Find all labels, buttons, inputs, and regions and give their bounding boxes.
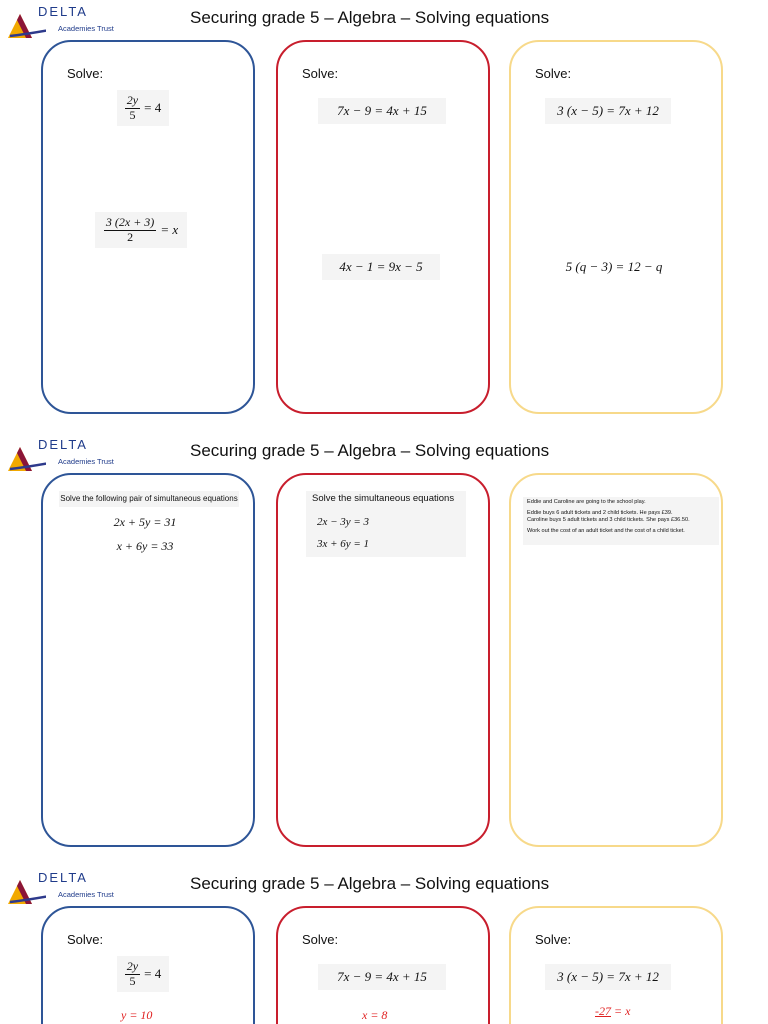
fraction-numerator: 3 (2x + 3): [105, 214, 155, 229]
equation-2x3y: 2x − 3y = 3: [316, 516, 370, 528]
solve-label: Solve:: [302, 66, 339, 81]
logo-name: DELTA: [38, 4, 88, 19]
question-card-blue: [41, 473, 255, 847]
equation-5-q3: 5 (q − 3) = 12 − q: [565, 259, 663, 274]
logo-subtitle: Academies Trust: [58, 890, 114, 899]
answer-rest: = x: [614, 1004, 631, 1018]
solve-label: Solve:: [535, 932, 572, 947]
problem-line-4: Work out the cost of an adult ticket and the cost of a child ticket.: [527, 527, 685, 534]
solve-label: Solve:: [67, 66, 104, 81]
worksheet-page-1: [0, 0, 768, 432]
logo-name: DELTA: [38, 437, 88, 452]
solve-label: Solve:: [535, 66, 572, 81]
equation-4x: 4x − 1 = 9x − 5: [322, 254, 440, 280]
worksheet-page-3: [0, 866, 768, 1024]
fraction-denominator: 5: [129, 973, 136, 988]
question-card-red: [276, 40, 490, 414]
equation-fraction-2y: [117, 90, 169, 126]
page-title: Securing grade 5 – Algebra – Solving equations: [190, 441, 550, 460]
equation-rhs: = 4: [144, 966, 162, 981]
instruction-text: Solve the simultaneous equations: [312, 493, 455, 504]
problem-line-2: Eddie buys 6 adult tickets and 2 child tickets. He pays £39.: [527, 509, 673, 516]
question-card-yellow: [509, 473, 723, 847]
equation-3-x5: 3 (x − 5) = 7x + 12: [545, 98, 671, 124]
fraction-denominator: 2: [127, 229, 134, 244]
equation-fraction-3-2x3: [95, 212, 187, 248]
answer-card-blue: [41, 906, 255, 1024]
answer-text: y = 10: [121, 1008, 153, 1022]
delta-logo: [6, 872, 122, 906]
question-card-red: [276, 473, 490, 847]
equation-rhs: = 4: [144, 100, 162, 115]
solve-label: Solve:: [302, 932, 339, 947]
equation-x6y: x + 6y = 33: [116, 538, 174, 553]
solve-label: Solve:: [67, 932, 104, 947]
word-problem: [523, 497, 719, 545]
equation-3x6y: 3x + 6y = 1: [316, 538, 370, 550]
answer-text: x = 8: [362, 1008, 388, 1022]
equation-rhs: = x: [160, 222, 179, 237]
answer-card-red: [276, 906, 490, 1024]
delta-logo: [6, 439, 122, 473]
logo-subtitle: Academies Trust: [58, 24, 114, 33]
page-title: Securing grade 5 – Algebra – Solving equations: [190, 8, 550, 27]
worksheet-page-2: [0, 433, 768, 865]
problem-line-1: Eddie and Caroline are going to the school play.: [527, 499, 646, 505]
delta-logo: [6, 6, 122, 40]
equation-fraction-2y: [117, 956, 169, 992]
equation-3-x5: 3 (x − 5) = 7x + 12: [545, 964, 671, 990]
answer-value: -27: [595, 1004, 611, 1018]
problem-line-3: Caroline buys 5 adult tickets and 3 child tickets. She pays £36.50.: [527, 516, 690, 523]
answer-text: [595, 1004, 630, 1019]
question-card-yellow: [509, 40, 723, 414]
fraction-numerator: 2y: [126, 958, 139, 973]
equation-2x5y: 2x + 5y = 31: [113, 514, 177, 529]
question-card-blue: [41, 40, 255, 414]
logo-name: DELTA: [38, 870, 88, 885]
answer-card-yellow: [509, 906, 723, 1024]
equation-7x: 7x − 9 = 4x + 15: [318, 964, 446, 990]
logo-subtitle: Academies Trust: [58, 457, 114, 466]
equation-7x: 7x − 9 = 4x + 15: [318, 98, 446, 124]
instruction-text: Solve the following pair of simultaneous equations: [59, 491, 239, 507]
fraction-numerator: 2y: [126, 92, 139, 107]
fraction-denominator: 5: [129, 107, 136, 122]
page-title: Securing grade 5 – Algebra – Solving equations: [190, 874, 550, 893]
